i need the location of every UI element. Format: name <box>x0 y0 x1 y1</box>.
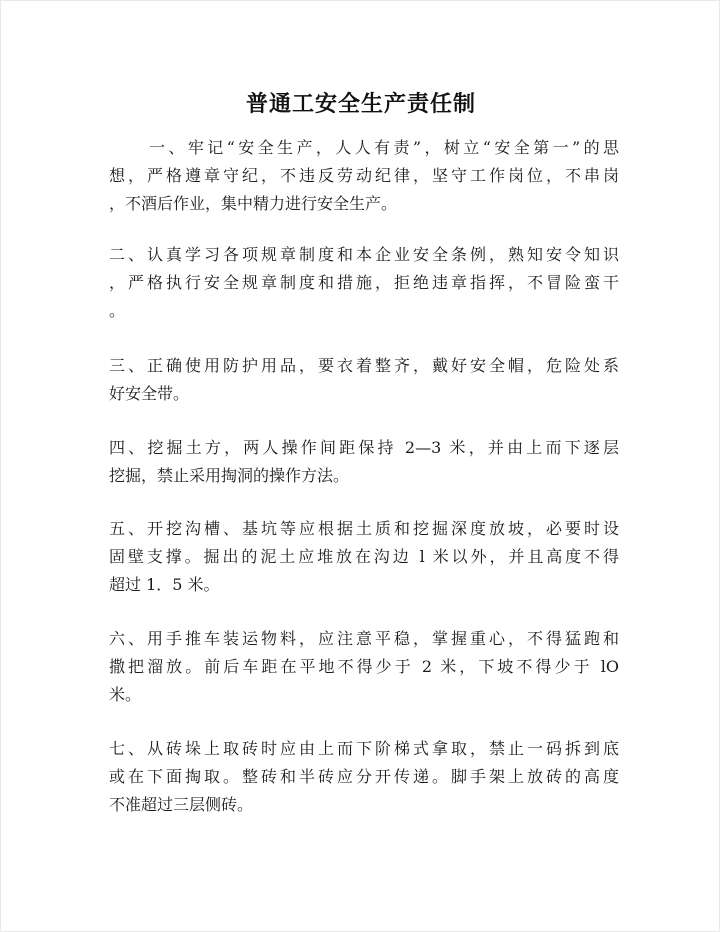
paragraph-2 <box>109 241 619 325</box>
paragraph-line: ，严格执行安全规章制度和措施，拒绝违章指挥，不冒险蛮干 <box>109 273 619 292</box>
paragraph-line: 想，严格遵章守纪，不违反劳动纪律，坚守工作岗位，不串岗 <box>109 166 619 185</box>
paragraph-line: 不准超过三层侧砖。 <box>109 795 254 814</box>
document-title: 普通工安全生产责任制 <box>245 92 476 117</box>
paragraph-line: 超过 1．5 米。 <box>109 575 220 594</box>
paragraph-5 <box>109 515 619 599</box>
paragraph-line: 四、挖掘土方，两人操作间距保持 2—3 米，并由上而下逐层 <box>109 438 619 457</box>
paragraph-line: 三、正确使用防护用品，要衣着整齐，戴好安全帽，危险处系 <box>109 356 619 375</box>
paragraph-line: 或在下面掏取。整砖和半砖应分开传递。脚手架上放砖的高度 <box>109 767 619 786</box>
paragraph-line: 六、用手推车装运物料，应注意平稳，掌握重心，不得猛跑和 <box>109 629 619 648</box>
paragraph-line: 七、从砖垛上取砖时应由上而下阶梯式拿取，禁止一码拆到底 <box>109 739 619 758</box>
paragraph-line: 。 <box>109 301 126 320</box>
paragraph-line: 固壁支撑。掘出的泥土应堆放在沟边 l 米以外，并且高度不得 <box>109 547 619 566</box>
paragraph-line: 好安全带。 <box>109 384 190 403</box>
paragraph-line: 五、开挖沟槽、基坑等应根据土质和挖掘深度放坡，必要时设 <box>109 519 619 538</box>
paragraph-line: 一、牢记“安全生产，人人有责”，树立“安全第一”的思 <box>149 138 619 157</box>
paragraph-line: 挖掘，禁止采用掏洞的操作方法。 <box>109 466 350 485</box>
paragraph-line: 米。 <box>109 685 142 704</box>
paragraph-7 <box>109 735 619 819</box>
paragraph-3 <box>109 352 619 408</box>
paragraph-4 <box>109 434 619 490</box>
paragraph-line: 二、认真学习各项规章制度和本企业安全条例，熟知安令知识 <box>109 245 619 264</box>
paragraph-1 <box>109 134 619 218</box>
paragraph-6 <box>109 625 619 709</box>
paragraph-line: ，不酒后作业，集中精力进行安全生产。 <box>109 194 398 213</box>
paragraph-line: 撒把溜放。前后车距在平地不得少于 2 米，下坡不得少于 lO <box>109 657 619 676</box>
